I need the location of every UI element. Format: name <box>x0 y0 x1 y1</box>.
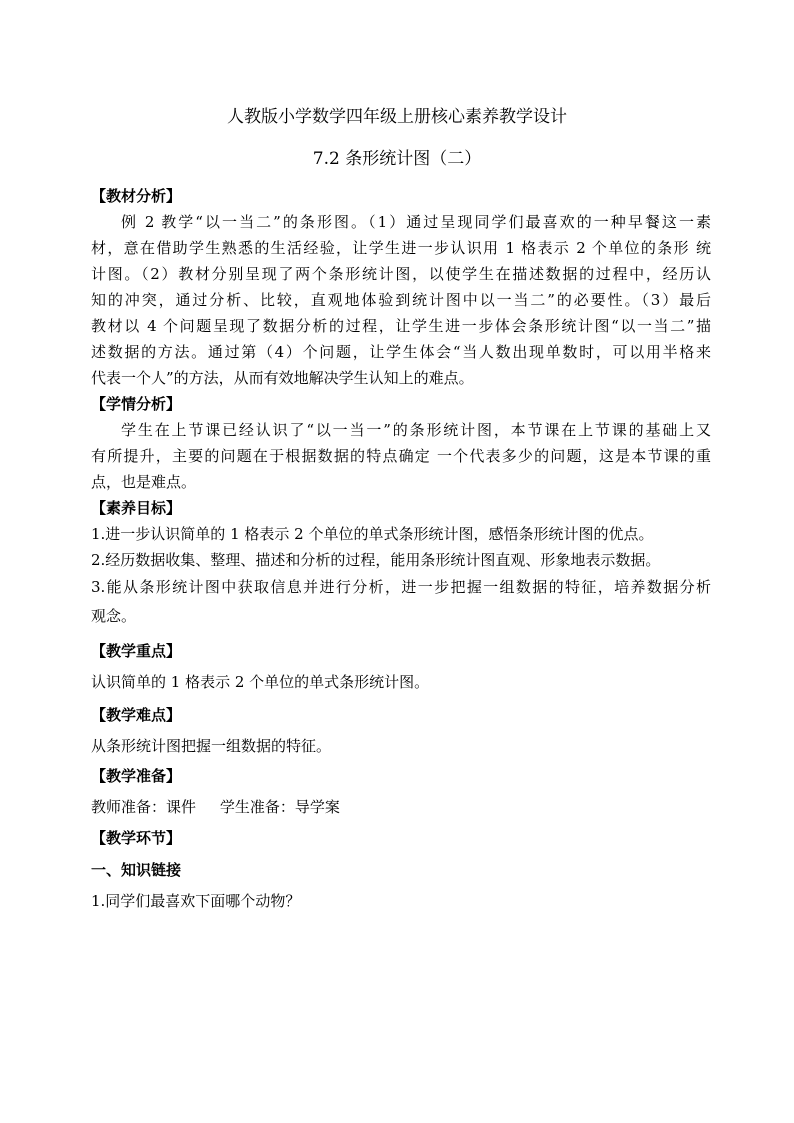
difficulties-text: 从条形统计图把握一组数据的特征。 <box>91 737 332 755</box>
process-part-one: 一、知识链接 <box>91 861 182 879</box>
material-analysis-heading: 【教材分析】 <box>91 187 182 205</box>
material-analysis-line-5: 教材以 4 个问题呈现了数据分析的过程，让学生进一步体会条形统计图“以一当二”描 <box>91 317 711 335</box>
difficulties-heading: 【教学难点】 <box>91 706 182 724</box>
material-analysis-line-2: 材，意在借助学生熟悉的生活经验，让学生进一步认识用 1 格表示 2 个单位的条形 统 <box>91 239 711 257</box>
preparation-text: 教师准备：课件 学生准备：导学案 <box>91 798 340 816</box>
material-analysis-line-1: 例 2 教学“以一当二”的条形图。（1）通过呈现同学们最喜欢的一种早餐这一素 <box>121 213 711 231</box>
goal-item-3-cont: 观念。 <box>91 607 137 625</box>
goals-heading: 【素养目标】 <box>91 499 182 517</box>
material-analysis-line-6: 述数据的方法。通过第（4）个问题，让学生体会“当人数出现单数时，可以用半格来 <box>91 343 711 361</box>
process-question-one: 1.同学们最喜欢下面哪个动物？ <box>91 892 301 910</box>
goal-item-2: 2.经历数据收集、整理、描述和分析的过程，能用条形统计图直观、形象地表示数据。 <box>91 551 661 569</box>
student-analysis-line-1: 学生在上节课已经认识了“以一当一”的条形统计图，本节课在上节课的基础上又 <box>121 421 711 439</box>
goal-item-3: 3.能从条形统计图中获取信息并进行分析，进一步把握一组数据的特征，培养数据分析 <box>91 578 711 596</box>
student-analysis-heading: 【学情分析】 <box>91 395 182 413</box>
key-points-text: 认识简单的 1 格表示 2 个单位的单式条形统计图。 <box>91 673 430 691</box>
process-heading: 【教学环节】 <box>91 829 182 847</box>
material-analysis-line-7: 代表一个人”的方法，从而有效地解决学生认知上的难点。 <box>91 369 474 387</box>
document-title: 人教版小学数学四年级上册核心素养教学设计 <box>227 107 567 127</box>
student-analysis-line-2: 有所提升，主要的问题在于根据数据的特点确定 一个代表多少的问题，这是本节课的重 <box>91 447 711 465</box>
goal-item-1: 1.进一步认识简单的 1 格表示 2 个单位的单式条形统计图，感悟条形统计图的优点。 <box>91 525 654 543</box>
material-analysis-line-3: 计图。（2）教材分别呈现了两个条形统计图，以使学生在描述数据的过程中，经历认 <box>91 265 711 283</box>
lesson-title: 7.2 条形统计图（二） <box>312 149 482 169</box>
preparation-heading: 【教学准备】 <box>91 767 182 785</box>
material-analysis-line-4: 知的冲突，通过分析、比较，直观地体验到统计图中以一当二”的必要性。（3）最后 <box>91 291 711 309</box>
student-analysis-line-3: 点，也是难点。 <box>91 473 197 491</box>
key-points-heading: 【教学重点】 <box>91 642 182 660</box>
